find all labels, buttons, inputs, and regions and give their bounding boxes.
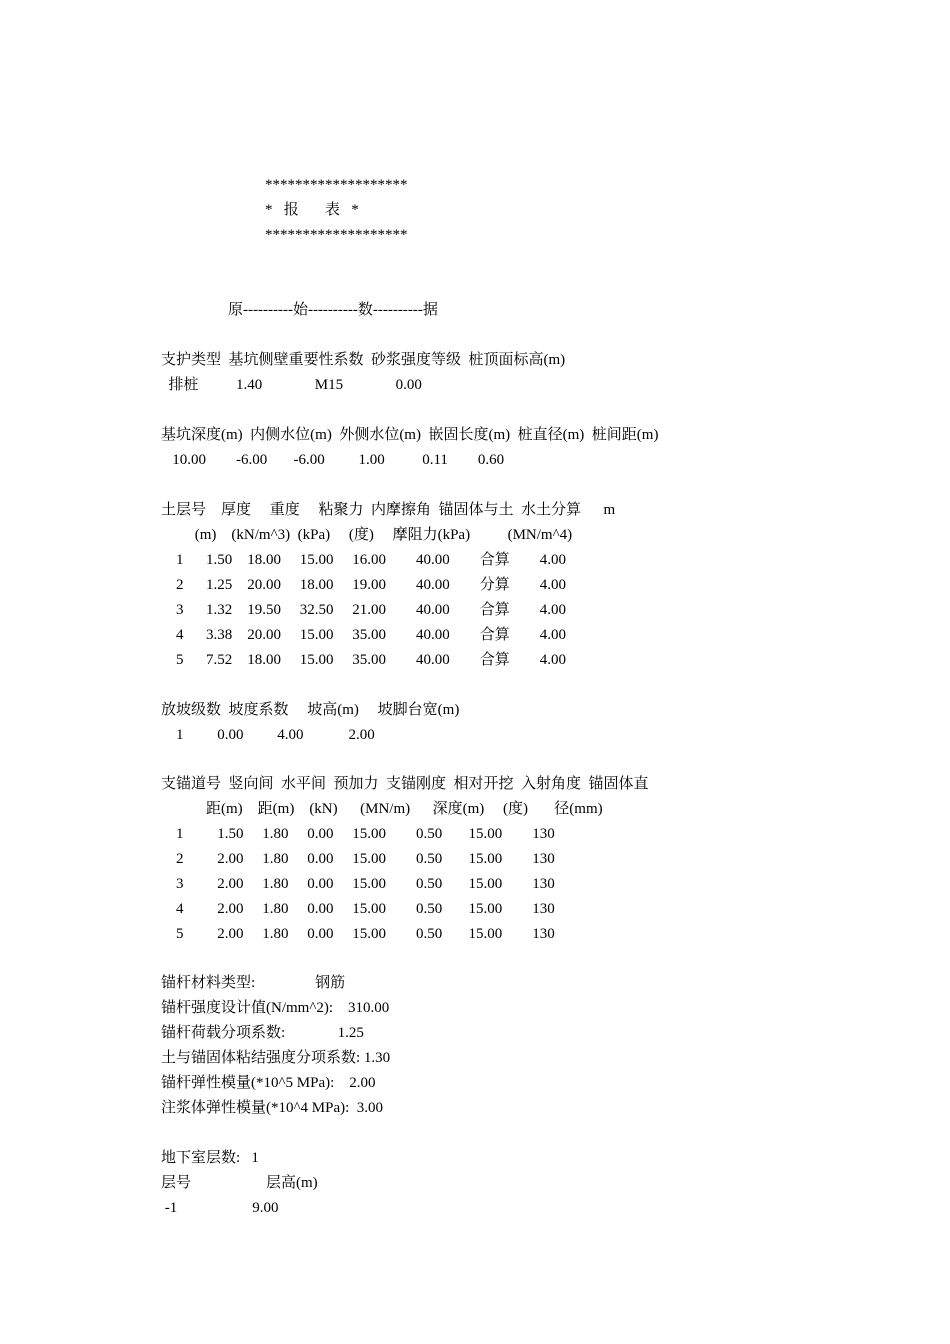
support-row: 排桩 1.40 M15 0.00 bbox=[161, 377, 422, 393]
pit-row: 10.00 -6.00 -6.00 1.00 0.11 0.60 bbox=[161, 452, 505, 468]
stars-bottom: ******************* bbox=[265, 227, 408, 243]
slope-row: 1 0.00 4.00 2.00 bbox=[161, 727, 375, 743]
basement-count: 地下室层数: 1 bbox=[161, 1150, 259, 1166]
table-row: 5 2.00 1.80 0.00 15.00 0.50 15.00 130 bbox=[161, 926, 555, 942]
table-row: 4 3.38 20.00 15.00 35.00 40.00 合算 4.00 bbox=[161, 627, 567, 643]
material-line: 注浆体弹性模量(*10^4 MPa): 3.00 bbox=[161, 1100, 384, 1116]
report-title: * 报 表 * bbox=[265, 202, 359, 218]
material-line: 锚杆强度设计值(N/mm^2): 310.00 bbox=[161, 1000, 390, 1016]
pit-header: 基坑深度(m) 内侧水位(m) 外侧水位(m) 嵌固长度(m) 桩直径(m) 桩间距(m) bbox=[161, 427, 659, 443]
support-header: 支护类型 基坑侧壁重要性系数 砂浆强度等级 桩顶面标高(m) bbox=[161, 352, 566, 368]
slope-header: 放坡级数 坡度系数 坡高(m) 坡脚台宽(m) bbox=[161, 702, 460, 718]
soil-header-2: (m) (kN/m^3) (kPa) (度) 摩阻力(kPa) (MN/m^4) bbox=[161, 527, 573, 543]
material-line: 锚杆荷载分项系数: 1.25 bbox=[161, 1025, 364, 1041]
material-line: 锚杆弹性模量(*10^5 MPa): 2.00 bbox=[161, 1075, 376, 1091]
material-line: 土与锚固体粘结强度分项系数: 1.30 bbox=[161, 1050, 391, 1066]
table-row: 2 1.25 20.00 18.00 19.00 40.00 分算 4.00 bbox=[161, 577, 567, 593]
material-line: 锚杆材料类型: 钢筋 bbox=[161, 975, 346, 991]
anchor-header-1: 支锚道号 竖向间 水平间 预加力 支锚刚度 相对开挖 入射角度 锚固体直 bbox=[161, 776, 649, 792]
table-row: 4 2.00 1.80 0.00 15.00 0.50 15.00 130 bbox=[161, 901, 555, 917]
table-row: 3 2.00 1.80 0.00 15.00 0.50 15.00 130 bbox=[161, 876, 555, 892]
basement-row: -1 9.00 bbox=[161, 1200, 279, 1216]
table-row: 2 2.00 1.80 0.00 15.00 0.50 15.00 130 bbox=[161, 851, 555, 867]
section-title: 原----------始----------数----------据 bbox=[228, 302, 438, 318]
table-row: 5 7.52 18.00 15.00 35.00 40.00 合算 4.00 bbox=[161, 652, 567, 668]
soil-header-1: 土层号 厚度 重度 粘聚力 内摩擦角 锚固体与土 水土分算 m bbox=[161, 502, 616, 518]
table-row: 1 1.50 18.00 15.00 16.00 40.00 合算 4.00 bbox=[161, 552, 567, 568]
table-row: 1 1.50 1.80 0.00 15.00 0.50 15.00 130 bbox=[161, 826, 555, 842]
stars-top: ******************* bbox=[265, 177, 408, 193]
anchor-header-2: 距(m) 距(m) (kN) (MN/m) 深度(m) (度) 径(mm) bbox=[161, 801, 603, 817]
basement-header: 层号 层高(m) bbox=[161, 1175, 318, 1191]
table-row: 3 1.32 19.50 32.50 21.00 40.00 合算 4.00 bbox=[161, 602, 567, 618]
